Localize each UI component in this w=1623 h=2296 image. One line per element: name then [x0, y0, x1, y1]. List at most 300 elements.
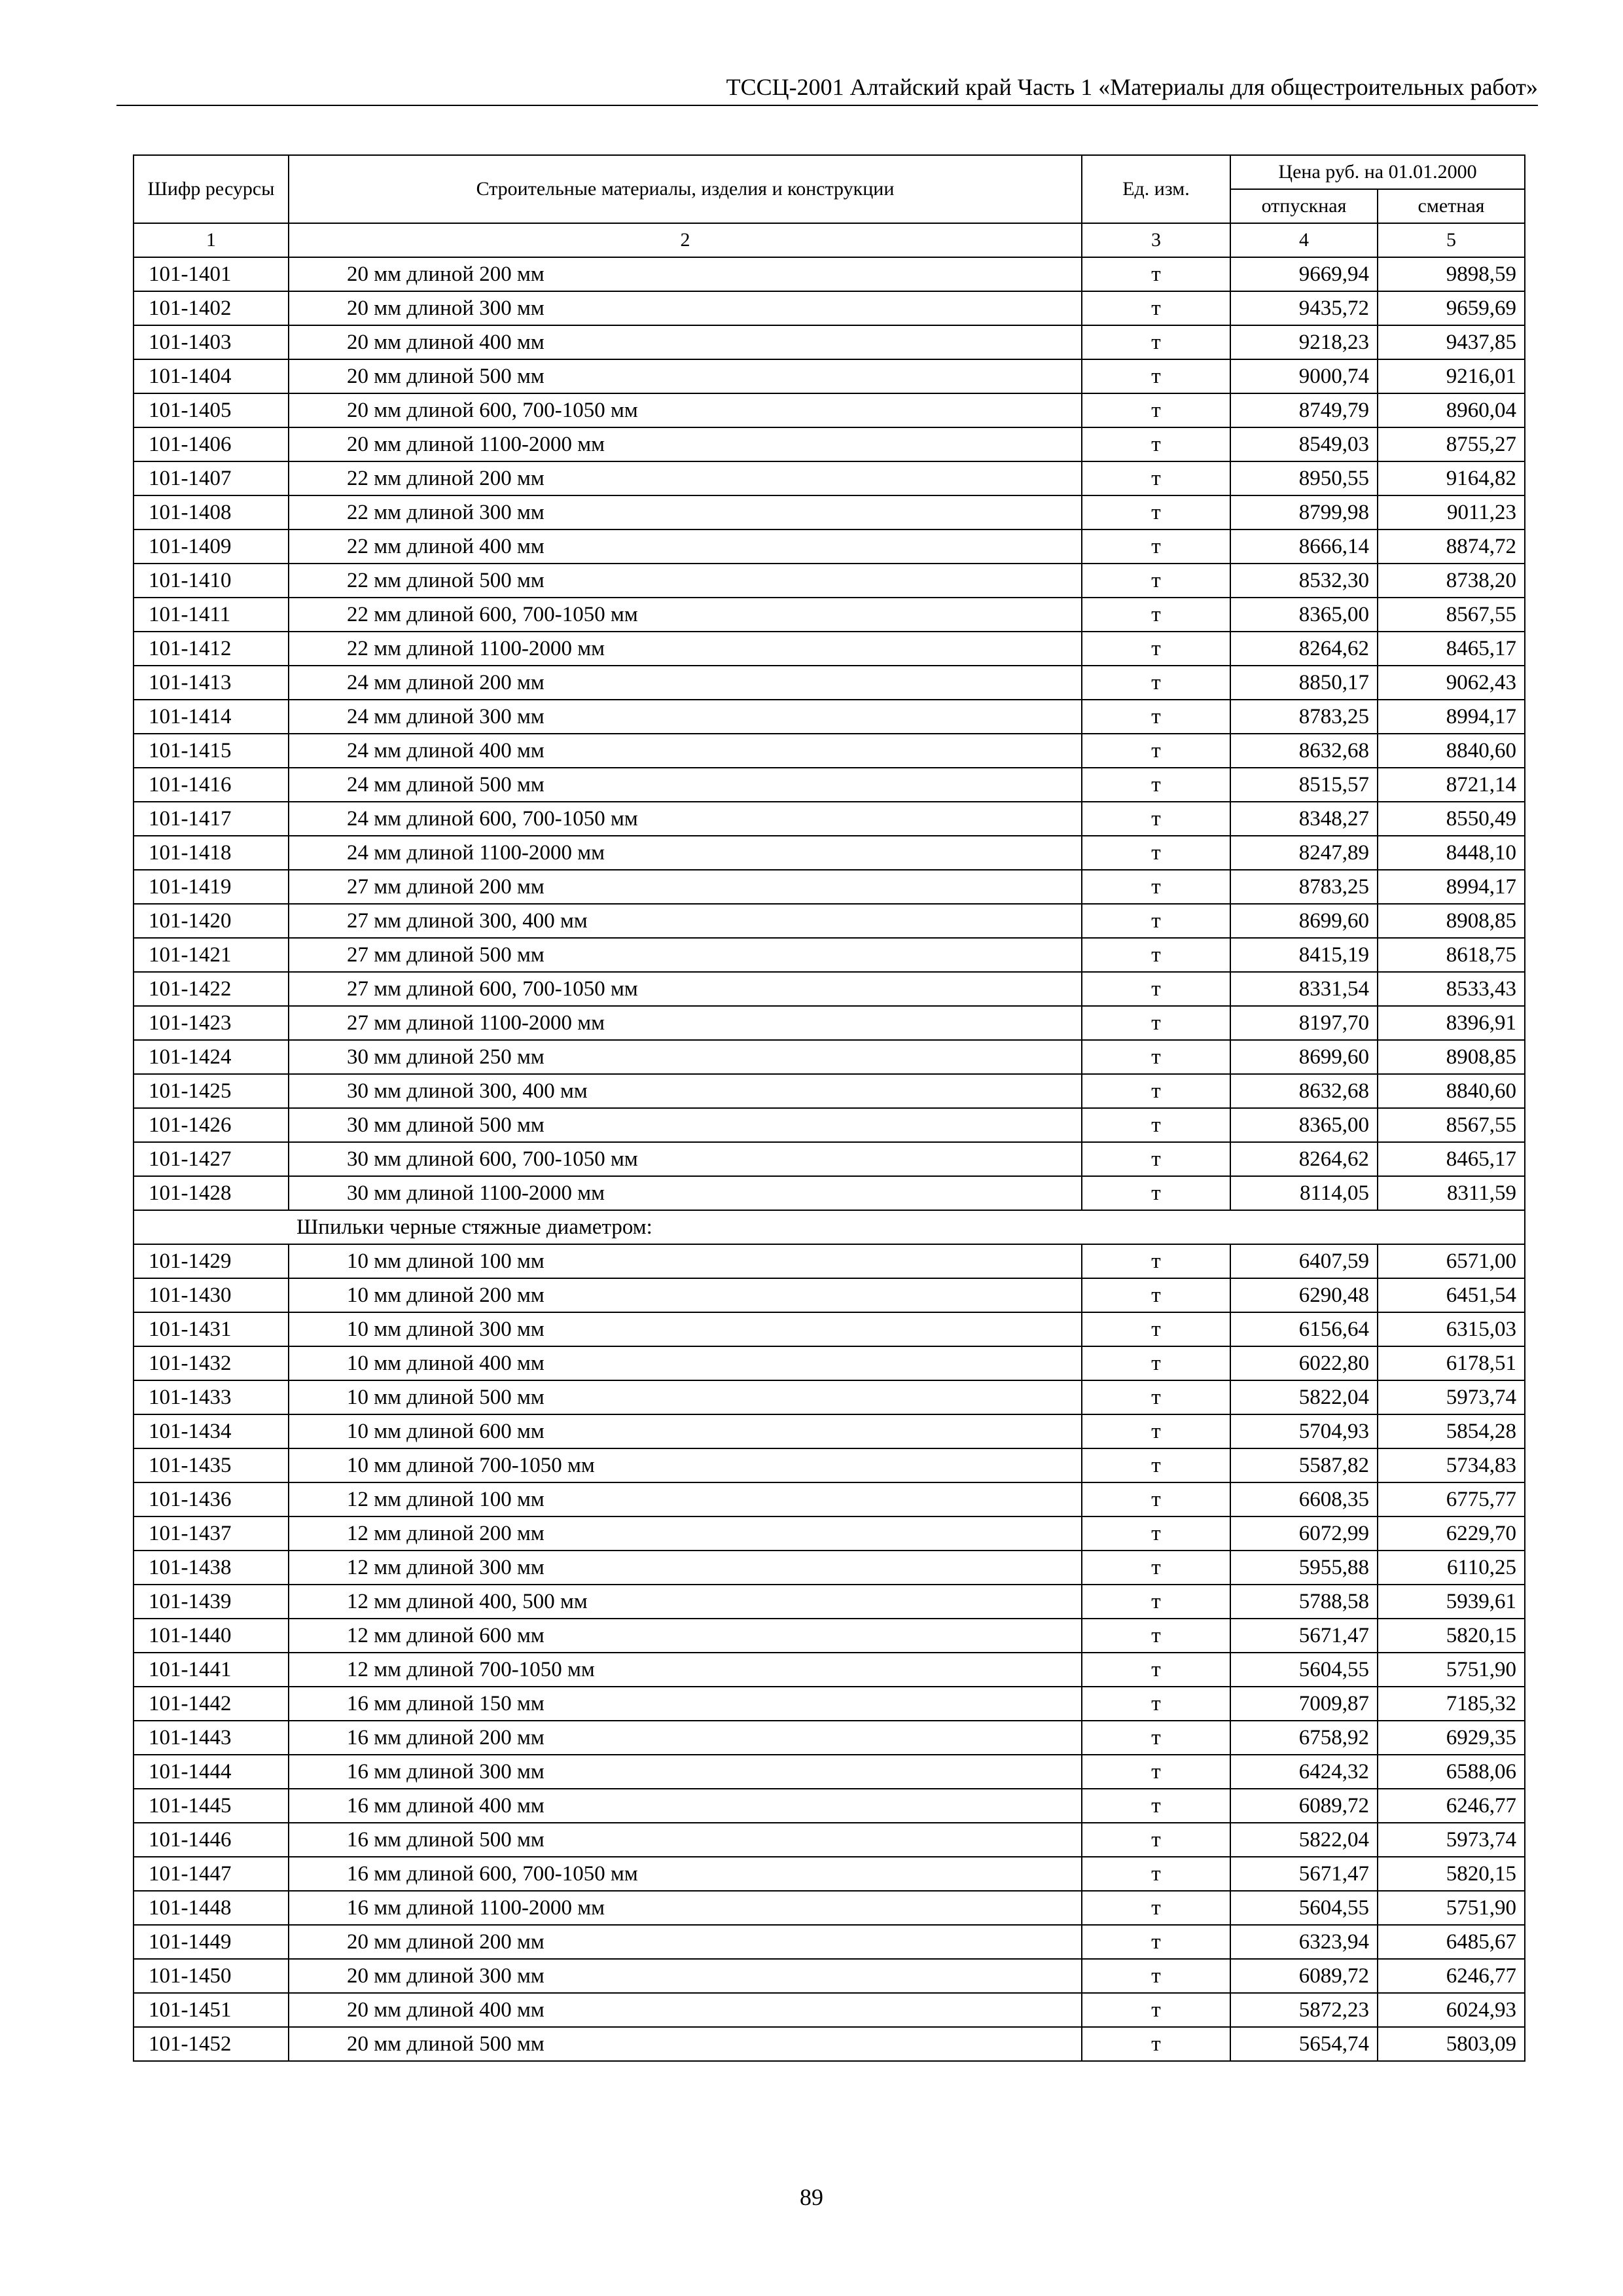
- resource-code-cell: 101-1424: [134, 1040, 289, 1074]
- resource-code-cell: 101-1421: [134, 938, 289, 972]
- release-price-cell: 6424,32: [1230, 1755, 1378, 1789]
- release-price-cell: 5955,88: [1230, 1551, 1378, 1585]
- estimate-price-cell: 7185,32: [1378, 1687, 1525, 1721]
- estimate-price-cell: 8908,85: [1378, 1040, 1525, 1074]
- unit-cell: т: [1082, 1755, 1230, 1789]
- table-row: [134, 938, 1525, 972]
- material-name-cell: 24 мм длиной 400 мм: [289, 734, 1082, 768]
- unit-cell: т: [1082, 836, 1230, 870]
- material-name-cell: 20 мм длиной 600, 700-1050 мм: [289, 393, 1082, 427]
- material-name-cell: 22 мм длиной 1100-2000 мм: [289, 632, 1082, 666]
- material-name-cell: 12 мм длиной 300 мм: [289, 1551, 1082, 1585]
- material-name-cell: 10 мм длиной 700-1050 мм: [289, 1448, 1082, 1482]
- estimate-price-cell: 5734,83: [1378, 1448, 1525, 1482]
- material-name-cell: 16 мм длиной 400 мм: [289, 1789, 1082, 1823]
- material-name-cell: 30 мм длиной 1100-2000 мм: [289, 1176, 1082, 1210]
- release-price-cell: 8365,00: [1230, 1108, 1378, 1142]
- material-name-cell: 16 мм длиной 200 мм: [289, 1721, 1082, 1755]
- estimate-price-cell: 8908,85: [1378, 904, 1525, 938]
- estimate-price-cell: 8567,55: [1378, 598, 1525, 632]
- release-price-cell: 6323,94: [1230, 1925, 1378, 1959]
- unit-cell: т: [1082, 359, 1230, 393]
- release-price-cell: 8264,62: [1230, 1142, 1378, 1176]
- unit-cell: т: [1082, 938, 1230, 972]
- table-row: [134, 802, 1525, 836]
- material-name-cell: 30 мм длиной 600, 700-1050 мм: [289, 1142, 1082, 1176]
- release-price-cell: 6290,48: [1230, 1278, 1378, 1312]
- resource-code-cell: 101-1442: [134, 1687, 289, 1721]
- resource-code-cell: 101-1447: [134, 1857, 289, 1891]
- page-number: 89: [800, 2184, 823, 2210]
- release-price-cell: 6407,59: [1230, 1244, 1378, 1278]
- estimate-price-cell: 8396,91: [1378, 1006, 1525, 1040]
- unit-cell: т: [1082, 257, 1230, 291]
- release-price-cell: 9435,72: [1230, 291, 1378, 325]
- estimate-price-cell: 5939,61: [1378, 1585, 1525, 1619]
- material-name-cell: 27 мм длиной 200 мм: [289, 870, 1082, 904]
- table-row: [134, 291, 1525, 325]
- resource-code-cell: 101-1413: [134, 666, 289, 700]
- table-row: [134, 1312, 1525, 1346]
- estimate-price-cell: 6485,67: [1378, 1925, 1525, 1959]
- release-price-cell: 8331,54: [1230, 972, 1378, 1006]
- column-number: 3: [1082, 223, 1230, 257]
- release-price-cell: 5704,93: [1230, 1414, 1378, 1448]
- estimate-price-cell: 6775,77: [1378, 1482, 1525, 1516]
- release-price-cell: 8783,25: [1230, 700, 1378, 734]
- release-price-cell: 5822,04: [1230, 1380, 1378, 1414]
- release-price-cell: 5654,74: [1230, 2027, 1378, 2061]
- material-name-cell: 20 мм длиной 1100-2000 мм: [289, 427, 1082, 461]
- estimate-price-cell: 6246,77: [1378, 1959, 1525, 1993]
- table-row: [134, 1619, 1525, 1653]
- resource-code-cell: 101-1432: [134, 1346, 289, 1380]
- unit-cell: т: [1082, 870, 1230, 904]
- release-price-cell: 7009,87: [1230, 1687, 1378, 1721]
- unit-cell: т: [1082, 1312, 1230, 1346]
- material-name-cell: 22 мм длиной 600, 700-1050 мм: [289, 598, 1082, 632]
- resource-code-cell: 101-1407: [134, 461, 289, 495]
- resource-code-cell: 101-1422: [134, 972, 289, 1006]
- unit-cell: т: [1082, 529, 1230, 564]
- resource-code-cell: 101-1415: [134, 734, 289, 768]
- release-price-cell: 6156,64: [1230, 1312, 1378, 1346]
- column-header-material: Строительные материалы, изделия и конструкции: [289, 155, 1082, 223]
- table-row: [134, 1823, 1525, 1857]
- resource-code-cell: 101-1404: [134, 359, 289, 393]
- material-name-cell: 12 мм длиной 600 мм: [289, 1619, 1082, 1653]
- material-name-cell: 16 мм длиной 1100-2000 мм: [289, 1891, 1082, 1925]
- material-name-cell: 16 мм длиной 600, 700-1050 мм: [289, 1857, 1082, 1891]
- material-name-cell: 16 мм длиной 150 мм: [289, 1687, 1082, 1721]
- resource-code-cell: 101-1406: [134, 427, 289, 461]
- resource-code-cell: 101-1402: [134, 291, 289, 325]
- resource-code-cell: 101-1433: [134, 1380, 289, 1414]
- release-price-cell: 8247,89: [1230, 836, 1378, 870]
- release-price-cell: 6758,92: [1230, 1721, 1378, 1755]
- unit-cell: т: [1082, 734, 1230, 768]
- unit-cell: т: [1082, 802, 1230, 836]
- estimate-price-cell: 8738,20: [1378, 564, 1525, 598]
- unit-cell: т: [1082, 1448, 1230, 1482]
- resource-code-cell: 101-1411: [134, 598, 289, 632]
- release-price-cell: 5604,55: [1230, 1891, 1378, 1925]
- release-price-cell: 8549,03: [1230, 427, 1378, 461]
- release-price-cell: 9000,74: [1230, 359, 1378, 393]
- material-name-cell: 27 мм длиной 500 мм: [289, 938, 1082, 972]
- estimate-price-cell: 6315,03: [1378, 1312, 1525, 1346]
- estimate-price-cell: 5751,90: [1378, 1891, 1525, 1925]
- resource-code-cell: 101-1429: [134, 1244, 289, 1278]
- table-row: [134, 1959, 1525, 1993]
- release-price-cell: 5671,47: [1230, 1857, 1378, 1891]
- table-row: [134, 1516, 1525, 1551]
- resource-code-cell: 101-1441: [134, 1653, 289, 1687]
- resource-code-cell: 101-1409: [134, 529, 289, 564]
- column-header-price: Цена руб. на 01.01.2000: [1230, 155, 1525, 189]
- table-row: [134, 1006, 1525, 1040]
- resource-code-cell: 101-1445: [134, 1789, 289, 1823]
- column-number: 4: [1230, 223, 1378, 257]
- table-row: [134, 1891, 1525, 1925]
- table-row: [134, 1925, 1525, 1959]
- table-row: [134, 768, 1525, 802]
- material-name-cell: 20 мм длиной 300 мм: [289, 291, 1082, 325]
- release-price-cell: 5788,58: [1230, 1585, 1378, 1619]
- unit-cell: т: [1082, 1074, 1230, 1108]
- material-name-cell: 24 мм длиной 300 мм: [289, 700, 1082, 734]
- table-row: [134, 1687, 1525, 1721]
- unit-cell: т: [1082, 1108, 1230, 1142]
- resource-code-cell: 101-1446: [134, 1823, 289, 1857]
- table-row: [134, 1482, 1525, 1516]
- estimate-price-cell: 8840,60: [1378, 734, 1525, 768]
- running-header: ТССЦ-2001 Алтайский край Часть 1 «Материалы для общестроительных работ»: [726, 74, 1538, 100]
- material-name-cell: 12 мм длиной 700-1050 мм: [289, 1653, 1082, 1687]
- estimate-price-cell: 8874,72: [1378, 529, 1525, 564]
- resource-code-cell: 101-1426: [134, 1108, 289, 1142]
- release-price-cell: 5604,55: [1230, 1653, 1378, 1687]
- resource-code-cell: 101-1401: [134, 257, 289, 291]
- table-row: [134, 836, 1525, 870]
- release-price-cell: 8699,60: [1230, 904, 1378, 938]
- group-heading-empty-cell: [134, 1210, 289, 1244]
- estimate-price-cell: 8840,60: [1378, 1074, 1525, 1108]
- estimate-price-cell: 8567,55: [1378, 1108, 1525, 1142]
- estimate-price-cell: 6178,51: [1378, 1346, 1525, 1380]
- table-row: [134, 666, 1525, 700]
- column-header-estimate-price: сметная: [1378, 189, 1525, 223]
- table-row: [134, 1108, 1525, 1142]
- unit-cell: т: [1082, 1346, 1230, 1380]
- resource-code-cell: 101-1425: [134, 1074, 289, 1108]
- material-name-cell: 20 мм длиной 200 мм: [289, 1925, 1082, 1959]
- material-name-cell: 30 мм длиной 500 мм: [289, 1108, 1082, 1142]
- estimate-price-cell: 6571,00: [1378, 1244, 1525, 1278]
- estimate-price-cell: 8618,75: [1378, 938, 1525, 972]
- column-number-row: [134, 223, 1525, 257]
- estimate-price-cell: 5854,28: [1378, 1414, 1525, 1448]
- table-body-bolts: [134, 257, 1525, 1210]
- table-row: [134, 2027, 1525, 2061]
- estimate-price-cell: 8465,17: [1378, 1142, 1525, 1176]
- unit-cell: т: [1082, 1244, 1230, 1278]
- table-row: [134, 1755, 1525, 1789]
- estimate-price-cell: 6588,06: [1378, 1755, 1525, 1789]
- unit-cell: т: [1082, 1619, 1230, 1653]
- table-row: [134, 393, 1525, 427]
- table-row: [134, 325, 1525, 359]
- group-heading-row: [134, 1210, 1525, 1244]
- release-price-cell: 8699,60: [1230, 1040, 1378, 1074]
- unit-cell: т: [1082, 427, 1230, 461]
- estimate-price-cell: 5751,90: [1378, 1653, 1525, 1687]
- table-row: [134, 1278, 1525, 1312]
- unit-cell: т: [1082, 1482, 1230, 1516]
- release-price-cell: 8783,25: [1230, 870, 1378, 904]
- estimate-price-cell: 5820,15: [1378, 1619, 1525, 1653]
- estimate-price-cell: 6229,70: [1378, 1516, 1525, 1551]
- table-row: [134, 1448, 1525, 1482]
- material-name-cell: 20 мм длиной 300 мм: [289, 1959, 1082, 1993]
- table-row: [134, 1346, 1525, 1380]
- unit-cell: т: [1082, 904, 1230, 938]
- estimate-price-cell: 8721,14: [1378, 768, 1525, 802]
- material-name-cell: 27 мм длиной 300, 400 мм: [289, 904, 1082, 938]
- estimate-price-cell: 5973,74: [1378, 1823, 1525, 1857]
- resource-code-cell: 101-1450: [134, 1959, 289, 1993]
- release-price-cell: 8515,57: [1230, 768, 1378, 802]
- resource-code-cell: 101-1435: [134, 1448, 289, 1482]
- release-price-cell: 5671,47: [1230, 1619, 1378, 1653]
- material-name-cell: 10 мм длиной 400 мм: [289, 1346, 1082, 1380]
- unit-cell: т: [1082, 1585, 1230, 1619]
- resource-code-cell: 101-1449: [134, 1925, 289, 1959]
- release-price-cell: 6072,99: [1230, 1516, 1378, 1551]
- estimate-price-cell: 9898,59: [1378, 257, 1525, 291]
- table-row: [134, 1414, 1525, 1448]
- release-price-cell: 5822,04: [1230, 1823, 1378, 1857]
- resource-code-cell: 101-1412: [134, 632, 289, 666]
- resource-code-cell: 101-1403: [134, 325, 289, 359]
- table-row: [134, 1551, 1525, 1585]
- resource-code-cell: 101-1451: [134, 1993, 289, 2027]
- table-row: [134, 427, 1525, 461]
- table-row: [134, 1040, 1525, 1074]
- table-row: [134, 1721, 1525, 1755]
- column-header-unit: Ед. изм.: [1082, 155, 1230, 223]
- unit-cell: т: [1082, 461, 1230, 495]
- table-row: [134, 598, 1525, 632]
- material-name-cell: 30 мм длиной 300, 400 мм: [289, 1074, 1082, 1108]
- table-row: [134, 1857, 1525, 1891]
- material-name-cell: 24 мм длиной 600, 700-1050 мм: [289, 802, 1082, 836]
- table-row: [134, 1585, 1525, 1619]
- unit-cell: т: [1082, 1993, 1230, 2027]
- table-row: [134, 495, 1525, 529]
- table-row: [134, 1380, 1525, 1414]
- resource-code-cell: 101-1417: [134, 802, 289, 836]
- unit-cell: т: [1082, 1278, 1230, 1312]
- material-name-cell: 12 мм длиной 100 мм: [289, 1482, 1082, 1516]
- material-name-cell: 27 мм длиной 600, 700-1050 мм: [289, 972, 1082, 1006]
- estimate-price-cell: 6246,77: [1378, 1789, 1525, 1823]
- header-rule: [116, 105, 1538, 106]
- material-name-cell: 30 мм длиной 250 мм: [289, 1040, 1082, 1074]
- material-name-cell: 27 мм длиной 1100-2000 мм: [289, 1006, 1082, 1040]
- unit-cell: т: [1082, 1653, 1230, 1687]
- estimate-price-cell: 6110,25: [1378, 1551, 1525, 1585]
- release-price-cell: 8950,55: [1230, 461, 1378, 495]
- table-body-studs: [134, 1244, 1525, 2061]
- material-name-cell: 24 мм длиной 500 мм: [289, 768, 1082, 802]
- estimate-price-cell: 8994,17: [1378, 870, 1525, 904]
- estimate-price-cell: 8550,49: [1378, 802, 1525, 836]
- release-price-cell: 8799,98: [1230, 495, 1378, 529]
- estimate-price-cell: 8960,04: [1378, 393, 1525, 427]
- material-name-cell: 22 мм длиной 300 мм: [289, 495, 1082, 529]
- estimate-price-cell: 8448,10: [1378, 836, 1525, 870]
- table-row: [134, 870, 1525, 904]
- unit-cell: т: [1082, 393, 1230, 427]
- release-price-cell: 8348,27: [1230, 802, 1378, 836]
- unit-cell: т: [1082, 1891, 1230, 1925]
- release-price-cell: 5587,82: [1230, 1448, 1378, 1482]
- estimate-price-cell: 9062,43: [1378, 666, 1525, 700]
- resource-code-cell: 101-1438: [134, 1551, 289, 1585]
- unit-cell: т: [1082, 495, 1230, 529]
- resource-code-cell: 101-1420: [134, 904, 289, 938]
- table-row: [134, 972, 1525, 1006]
- estimate-price-cell: 6024,93: [1378, 1993, 1525, 2027]
- release-price-cell: 8666,14: [1230, 529, 1378, 564]
- release-price-cell: 8749,79: [1230, 393, 1378, 427]
- unit-cell: т: [1082, 1959, 1230, 1993]
- material-name-cell: 20 мм длиной 200 мм: [289, 257, 1082, 291]
- release-price-cell: 9669,94: [1230, 257, 1378, 291]
- resource-code-cell: 101-1408: [134, 495, 289, 529]
- unit-cell: т: [1082, 1823, 1230, 1857]
- material-name-cell: 10 мм длиной 100 мм: [289, 1244, 1082, 1278]
- estimate-price-cell: 5820,15: [1378, 1857, 1525, 1891]
- table-row: [134, 359, 1525, 393]
- table-row: [134, 564, 1525, 598]
- table-row: [134, 700, 1525, 734]
- resource-code-cell: 101-1428: [134, 1176, 289, 1210]
- estimate-price-cell: 8533,43: [1378, 972, 1525, 1006]
- estimate-price-cell: 8311,59: [1378, 1176, 1525, 1210]
- resource-code-cell: 101-1448: [134, 1891, 289, 1925]
- table-row: [134, 1176, 1525, 1210]
- estimate-price-cell: 5803,09: [1378, 2027, 1525, 2061]
- material-name-cell: 22 мм длиной 500 мм: [289, 564, 1082, 598]
- table-row: [134, 461, 1525, 495]
- unit-cell: т: [1082, 291, 1230, 325]
- material-name-cell: 12 мм длиной 200 мм: [289, 1516, 1082, 1551]
- material-name-cell: 20 мм длиной 400 мм: [289, 1993, 1082, 2027]
- unit-cell: т: [1082, 2027, 1230, 2061]
- estimate-price-cell: 9659,69: [1378, 291, 1525, 325]
- material-name-cell: 10 мм длиной 300 мм: [289, 1312, 1082, 1346]
- unit-cell: т: [1082, 1789, 1230, 1823]
- unit-cell: т: [1082, 972, 1230, 1006]
- resource-code-cell: 101-1414: [134, 700, 289, 734]
- release-price-cell: 8632,68: [1230, 734, 1378, 768]
- release-price-cell: 8532,30: [1230, 564, 1378, 598]
- estimate-price-cell: 9011,23: [1378, 495, 1525, 529]
- release-price-cell: 8114,05: [1230, 1176, 1378, 1210]
- material-name-cell: 16 мм длиной 300 мм: [289, 1755, 1082, 1789]
- release-price-cell: 8264,62: [1230, 632, 1378, 666]
- material-name-cell: 22 мм длиной 400 мм: [289, 529, 1082, 564]
- column-number: 2: [289, 223, 1082, 257]
- material-name-cell: 20 мм длиной 500 мм: [289, 2027, 1082, 2061]
- estimate-price-cell: 8465,17: [1378, 632, 1525, 666]
- unit-cell: т: [1082, 564, 1230, 598]
- material-name-cell: 22 мм длиной 200 мм: [289, 461, 1082, 495]
- unit-cell: т: [1082, 1142, 1230, 1176]
- unit-cell: т: [1082, 1925, 1230, 1959]
- release-price-cell: 8632,68: [1230, 1074, 1378, 1108]
- group-heading: Шпильки черные стяжные диаметром:: [289, 1210, 1525, 1244]
- release-price-cell: 8365,00: [1230, 598, 1378, 632]
- unit-cell: т: [1082, 1414, 1230, 1448]
- material-name-cell: 24 мм длиной 1100-2000 мм: [289, 836, 1082, 870]
- release-price-cell: 6089,72: [1230, 1959, 1378, 1993]
- table-body-group-heading: [134, 1210, 1525, 1244]
- table-row: [134, 257, 1525, 291]
- material-name-cell: 10 мм длиной 200 мм: [289, 1278, 1082, 1312]
- resource-code-cell: 101-1437: [134, 1516, 289, 1551]
- table-row: [134, 529, 1525, 564]
- material-name-cell: 24 мм длиной 200 мм: [289, 666, 1082, 700]
- estimate-price-cell: 6451,54: [1378, 1278, 1525, 1312]
- unit-cell: т: [1082, 1857, 1230, 1891]
- column-number: 1: [134, 223, 289, 257]
- resource-code-cell: 101-1431: [134, 1312, 289, 1346]
- table-row: [134, 1142, 1525, 1176]
- resource-code-cell: 101-1436: [134, 1482, 289, 1516]
- release-price-cell: 8850,17: [1230, 666, 1378, 700]
- table-row: [134, 1653, 1525, 1687]
- estimate-price-cell: 5973,74: [1378, 1380, 1525, 1414]
- material-name-cell: 10 мм длиной 600 мм: [289, 1414, 1082, 1448]
- table-head: [134, 155, 1525, 257]
- column-number: 5: [1378, 223, 1525, 257]
- column-header-code: Шифр ресурсы: [134, 155, 289, 223]
- estimate-price-cell: 9164,82: [1378, 461, 1525, 495]
- resource-code-cell: 101-1452: [134, 2027, 289, 2061]
- resource-code-cell: 101-1427: [134, 1142, 289, 1176]
- estimate-price-cell: 8755,27: [1378, 427, 1525, 461]
- unit-cell: т: [1082, 700, 1230, 734]
- unit-cell: т: [1082, 1516, 1230, 1551]
- resource-code-cell: 101-1418: [134, 836, 289, 870]
- table-row: [134, 1244, 1525, 1278]
- unit-cell: т: [1082, 1380, 1230, 1414]
- release-price-cell: 9218,23: [1230, 325, 1378, 359]
- material-name-cell: 16 мм длиной 500 мм: [289, 1823, 1082, 1857]
- estimate-price-cell: 8994,17: [1378, 700, 1525, 734]
- release-price-cell: 8197,70: [1230, 1006, 1378, 1040]
- table-row: [134, 734, 1525, 768]
- material-name-cell: 20 мм длиной 500 мм: [289, 359, 1082, 393]
- table-row: [134, 904, 1525, 938]
- unit-cell: т: [1082, 1551, 1230, 1585]
- table-row: [134, 1074, 1525, 1108]
- resource-code-cell: 101-1430: [134, 1278, 289, 1312]
- release-price-cell: 6608,35: [1230, 1482, 1378, 1516]
